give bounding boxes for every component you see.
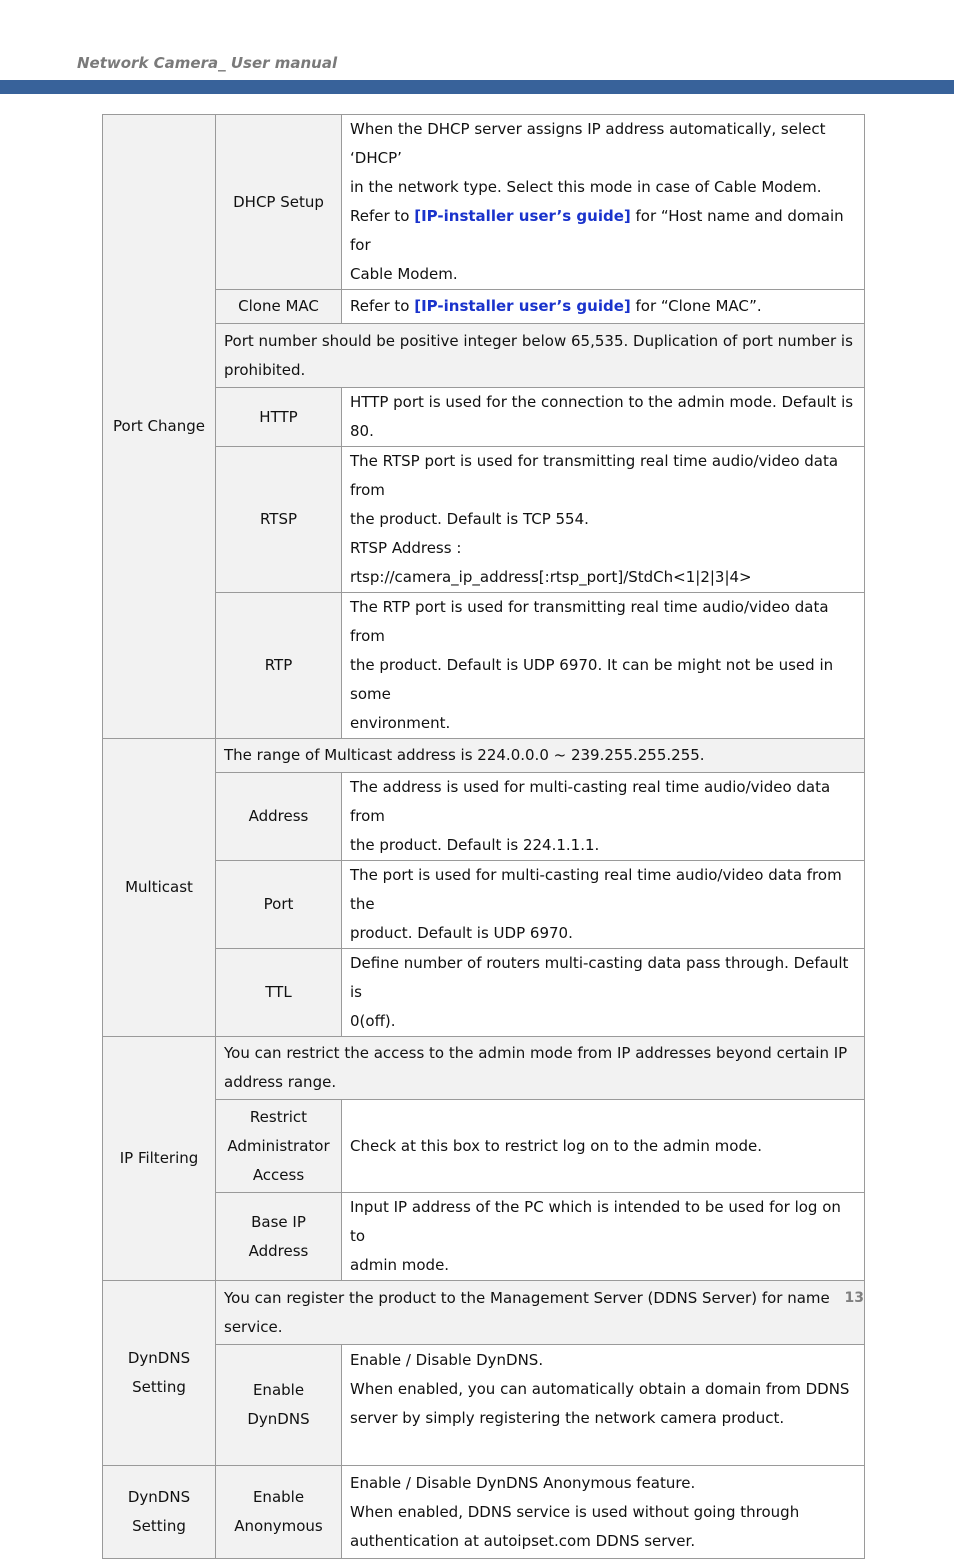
- text-line: Restrict: [249, 1107, 308, 1126]
- text-line: admin mode.: [350, 1256, 450, 1274]
- category-dyndns-setting-2: [103, 1466, 216, 1559]
- table-row: [103, 1100, 865, 1193]
- sub-clone-mac: Clone MAC: [216, 290, 342, 324]
- text-line: the product. Default is UDP 6970. It can be might not be used in some: [350, 656, 834, 703]
- note-port-number: [216, 324, 865, 388]
- category-port-change: Port Change: [103, 115, 216, 739]
- sub-port: Port: [216, 861, 342, 949]
- desc-http: HTTP port is used for the connection to the admin mode. Default is 80.: [342, 388, 865, 447]
- table-row: [103, 290, 865, 324]
- text-line: Cable Modem.: [350, 265, 458, 283]
- table-row: [103, 1345, 865, 1466]
- text-line: The address is used for multi-casting real time audio/video data from: [350, 778, 831, 825]
- text-line: You can restrict the access to the admin mode from IP addresses beyond certain IP: [224, 1044, 848, 1062]
- text-line: Input IP address of the PC which is intended to be used for log on to: [350, 1198, 841, 1245]
- text-line: Enable / Disable DynDNS Anonymous feature.: [350, 1473, 696, 1492]
- desc-enable-dyndns: [342, 1345, 865, 1466]
- text-line: Enable: [252, 1488, 305, 1506]
- desc-dhcp-setup: [342, 115, 865, 290]
- text-line: Setting: [132, 1378, 186, 1396]
- note-ip-filtering: [216, 1037, 865, 1100]
- text-line: authentication at autoipset.com DDNS server.: [350, 1531, 696, 1550]
- text-line: Anonymous: [234, 1517, 323, 1535]
- text-line: Define number of routers multi-casting data pass through. Default is: [350, 954, 849, 1001]
- text-line: When the DHCP server assigns IP address automatically, select ‘DHCP’: [350, 120, 826, 167]
- table-row: [103, 1193, 865, 1281]
- sub-address: Address: [216, 773, 342, 861]
- header-bar: [0, 80, 954, 94]
- text-line: prohibited.: [224, 360, 306, 379]
- text-line: 0(off).: [350, 1012, 396, 1030]
- desc-rtp: [342, 593, 865, 739]
- text-line: The port is used for multi-casting real time audio/video data from the: [350, 866, 842, 913]
- text-line: RTSP Address : rtsp://camera_ip_address[:rtsp_port]/StdCh<1|2|3|4>: [350, 539, 752, 586]
- sub-base-ip-address: [216, 1193, 342, 1281]
- table-row: [103, 1466, 865, 1559]
- text-line: When enabled, you can automatically obtain a domain from DDNS: [350, 1380, 850, 1398]
- guide-link[interactable]: [IP-installer user’s guide]: [414, 297, 631, 315]
- table-row: [103, 593, 865, 739]
- text-line: service.: [224, 1317, 283, 1336]
- text-line: DynDNS: [127, 1488, 191, 1506]
- text-line: The RTSP port is used for transmitting real time audio/video data from: [350, 452, 839, 499]
- refer-prefix: Refer to: [350, 207, 415, 225]
- document-header-title: Network Camera_ User manual: [77, 54, 338, 72]
- table-row: [103, 324, 865, 388]
- desc-ttl: [342, 949, 865, 1037]
- table-row: [103, 739, 865, 773]
- note-multicast-range: The range of Multicast address is 224.0.0.0 ~ 239.255.255.255.: [216, 739, 865, 773]
- note-dyndns: [216, 1281, 865, 1345]
- text-line: Setting: [132, 1517, 186, 1535]
- refer-prefix: Refer to: [350, 297, 415, 315]
- text-line: You can register the product to the Management Server (DDNS Server) for name: [224, 1288, 830, 1307]
- table-row: [103, 447, 865, 593]
- text-line: product. Default is UDP 6970.: [350, 924, 573, 942]
- refer-suffix: for “Host name and domain for: [350, 207, 844, 254]
- table-row: [103, 949, 865, 1037]
- desc-address: [342, 773, 865, 861]
- sub-dhcp-setup: DHCP Setup: [216, 115, 342, 290]
- category-dyndns-setting: [103, 1281, 216, 1466]
- table-row: [103, 1037, 865, 1100]
- text-line: Administrator: [227, 1136, 330, 1155]
- sub-enable-dyndns: [216, 1345, 342, 1466]
- desc-enable-anonymous: [342, 1466, 865, 1559]
- text-line: address range.: [224, 1073, 337, 1091]
- text-line: Enable / Disable DynDNS.: [350, 1351, 544, 1369]
- text-line: Access: [252, 1165, 305, 1184]
- text-line: Port number should be positive integer below 65,535. Duplication of port number is: [224, 331, 853, 350]
- sub-ttl: TTL: [216, 949, 342, 1037]
- table-row: [103, 388, 865, 447]
- category-multicast: Multicast: [103, 739, 216, 1037]
- text-line: the product. Default is 224.1.1.1.: [350, 836, 600, 854]
- page-number: 13: [844, 1290, 864, 1306]
- text-line: the product. Default is TCP 554.: [350, 510, 589, 528]
- table-row: [103, 773, 865, 861]
- guide-link[interactable]: [IP-installer user’s guide]: [414, 207, 631, 225]
- text-line: Enable: [252, 1381, 305, 1399]
- text-line: [350, 202, 856, 260]
- desc-base-ip-address: [342, 1193, 865, 1281]
- desc-port: [342, 861, 865, 949]
- text-line: When enabled, DDNS service is used without going through: [350, 1502, 800, 1521]
- text-line: The RTP port is used for transmitting real time audio/video data from: [350, 598, 829, 645]
- text-line: DynDNS: [127, 1349, 191, 1367]
- settings-table: [102, 114, 865, 1559]
- text-line: server by simply registering the network camera product.: [350, 1409, 785, 1427]
- text-line: Base IP: [251, 1212, 306, 1231]
- sub-http: HTTP: [216, 388, 342, 447]
- table-row: [103, 861, 865, 949]
- text-line: Address: [248, 1241, 309, 1260]
- desc-rtsp: [342, 447, 865, 593]
- category-ip-filtering: IP Filtering: [103, 1037, 216, 1281]
- desc-restrict-admin-access: Check at this box to restrict log on to the admin mode.: [342, 1100, 865, 1193]
- sub-rtsp: RTSP: [216, 447, 342, 593]
- sub-restrict-admin-access: [216, 1100, 342, 1193]
- text-line: in the network type. Select this mode in case of Cable Modem.: [350, 178, 822, 196]
- text-line: environment.: [350, 714, 451, 732]
- desc-clone-mac: [342, 290, 865, 324]
- sub-rtp: RTP: [216, 593, 342, 739]
- text-line: DynDNS: [247, 1410, 310, 1428]
- table-row: [103, 115, 865, 290]
- sub-enable-anonymous: [216, 1466, 342, 1559]
- table-row: [103, 1281, 865, 1345]
- refer-suffix: for “Clone MAC”.: [630, 297, 762, 315]
